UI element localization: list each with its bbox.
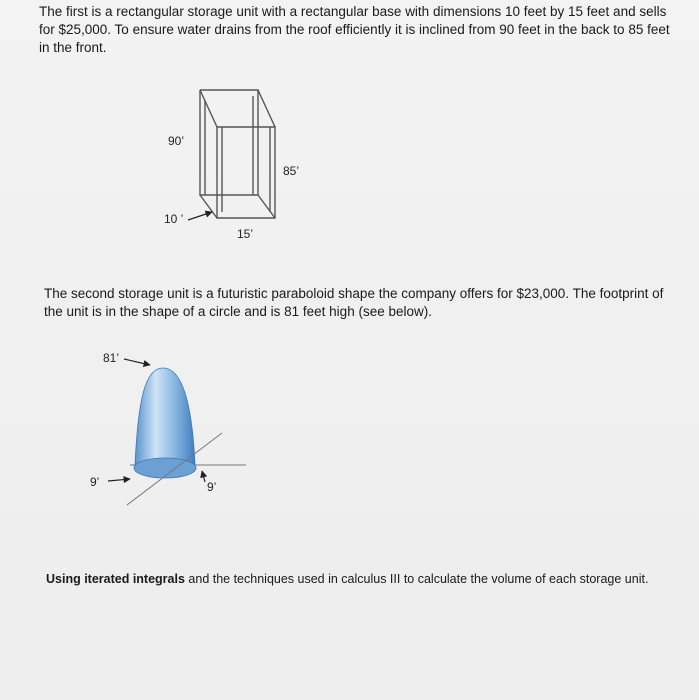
radius-left-arrow [108,479,130,481]
label-front-height: 85’ [283,164,300,178]
problem-paragraph-paraboloid-unit: The second storage unit is a futuristic paraboloid shape the company offers for $23,000. The footprint of the unit is in the shape of a circle and is 81 feet high (see below). [44,286,664,319]
label-height: 81’ [103,351,120,365]
label-radius-left: 9’ [90,475,100,489]
paraboloid-body [135,368,195,465]
problem-paragraph-rectangular-unit: The first is a rectangular storage unit with a rectangular base with dimensions 10 feet by 15 feet and sells for $25,000. To ensure water drains from the roof efficiently it is inclined from 90 feet in the back to 85 feet in the front. [39,4,670,55]
label-width: 10 ’ [164,212,184,226]
label-back-height: 90’ [168,134,185,148]
paraboloid-base [134,458,196,478]
radius-right-arrow [202,471,205,482]
label-length: 15’ [237,227,254,241]
label-radius-right: 9’ [207,480,217,494]
height-arrow [124,359,150,365]
instruction-rest-text: and the techniques used in calculus III to calculate the volume of each storage unit. [184,572,649,586]
instruction-bold-text: Using iterated integrals [46,572,185,586]
